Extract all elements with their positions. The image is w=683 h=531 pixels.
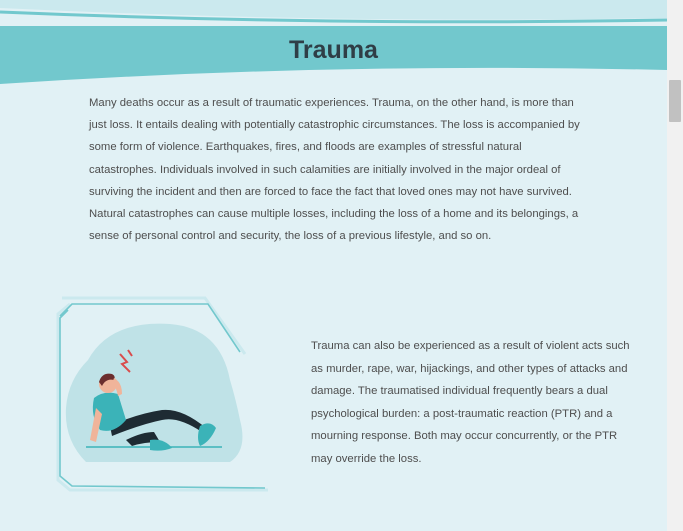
trauma-violence-paragraph: Trauma can also be experienced as a result of violent acts such as murder, rape, war, hijackings, and other types of attacks and damage. The traumatised individual frequently bears a dual psychological burden: a post-traumatic reaction (PTR) and a mourning response. Both may occur concurrently, or the PTR may override the loss. (311, 340, 630, 465)
scrollbar-thumb[interactable] (669, 80, 681, 122)
page-title: Trauma (289, 36, 378, 64)
distressed-person-illustration (50, 290, 275, 496)
trauma-intro-paragraph: Many deaths occur as a result of traumatic experiences. Trauma, on the other hand, is more than just loss. It entails dealing with potentially catastrophic circumstances. The loss is accompanied by some form of violence. Earthquakes, fires, and floods are examples of stressful natural catastrophes. Individuals involved in such calamities are initially involved in the major ordeal of surviving the incident and then are forced to face the fact that loved ones may not have survived. Natural catastrophes can cause multiple losses, including the loss of a home and its belongings, a sense of personal control and security, the loss of a previous lifestyle, and so on. (89, 97, 580, 243)
